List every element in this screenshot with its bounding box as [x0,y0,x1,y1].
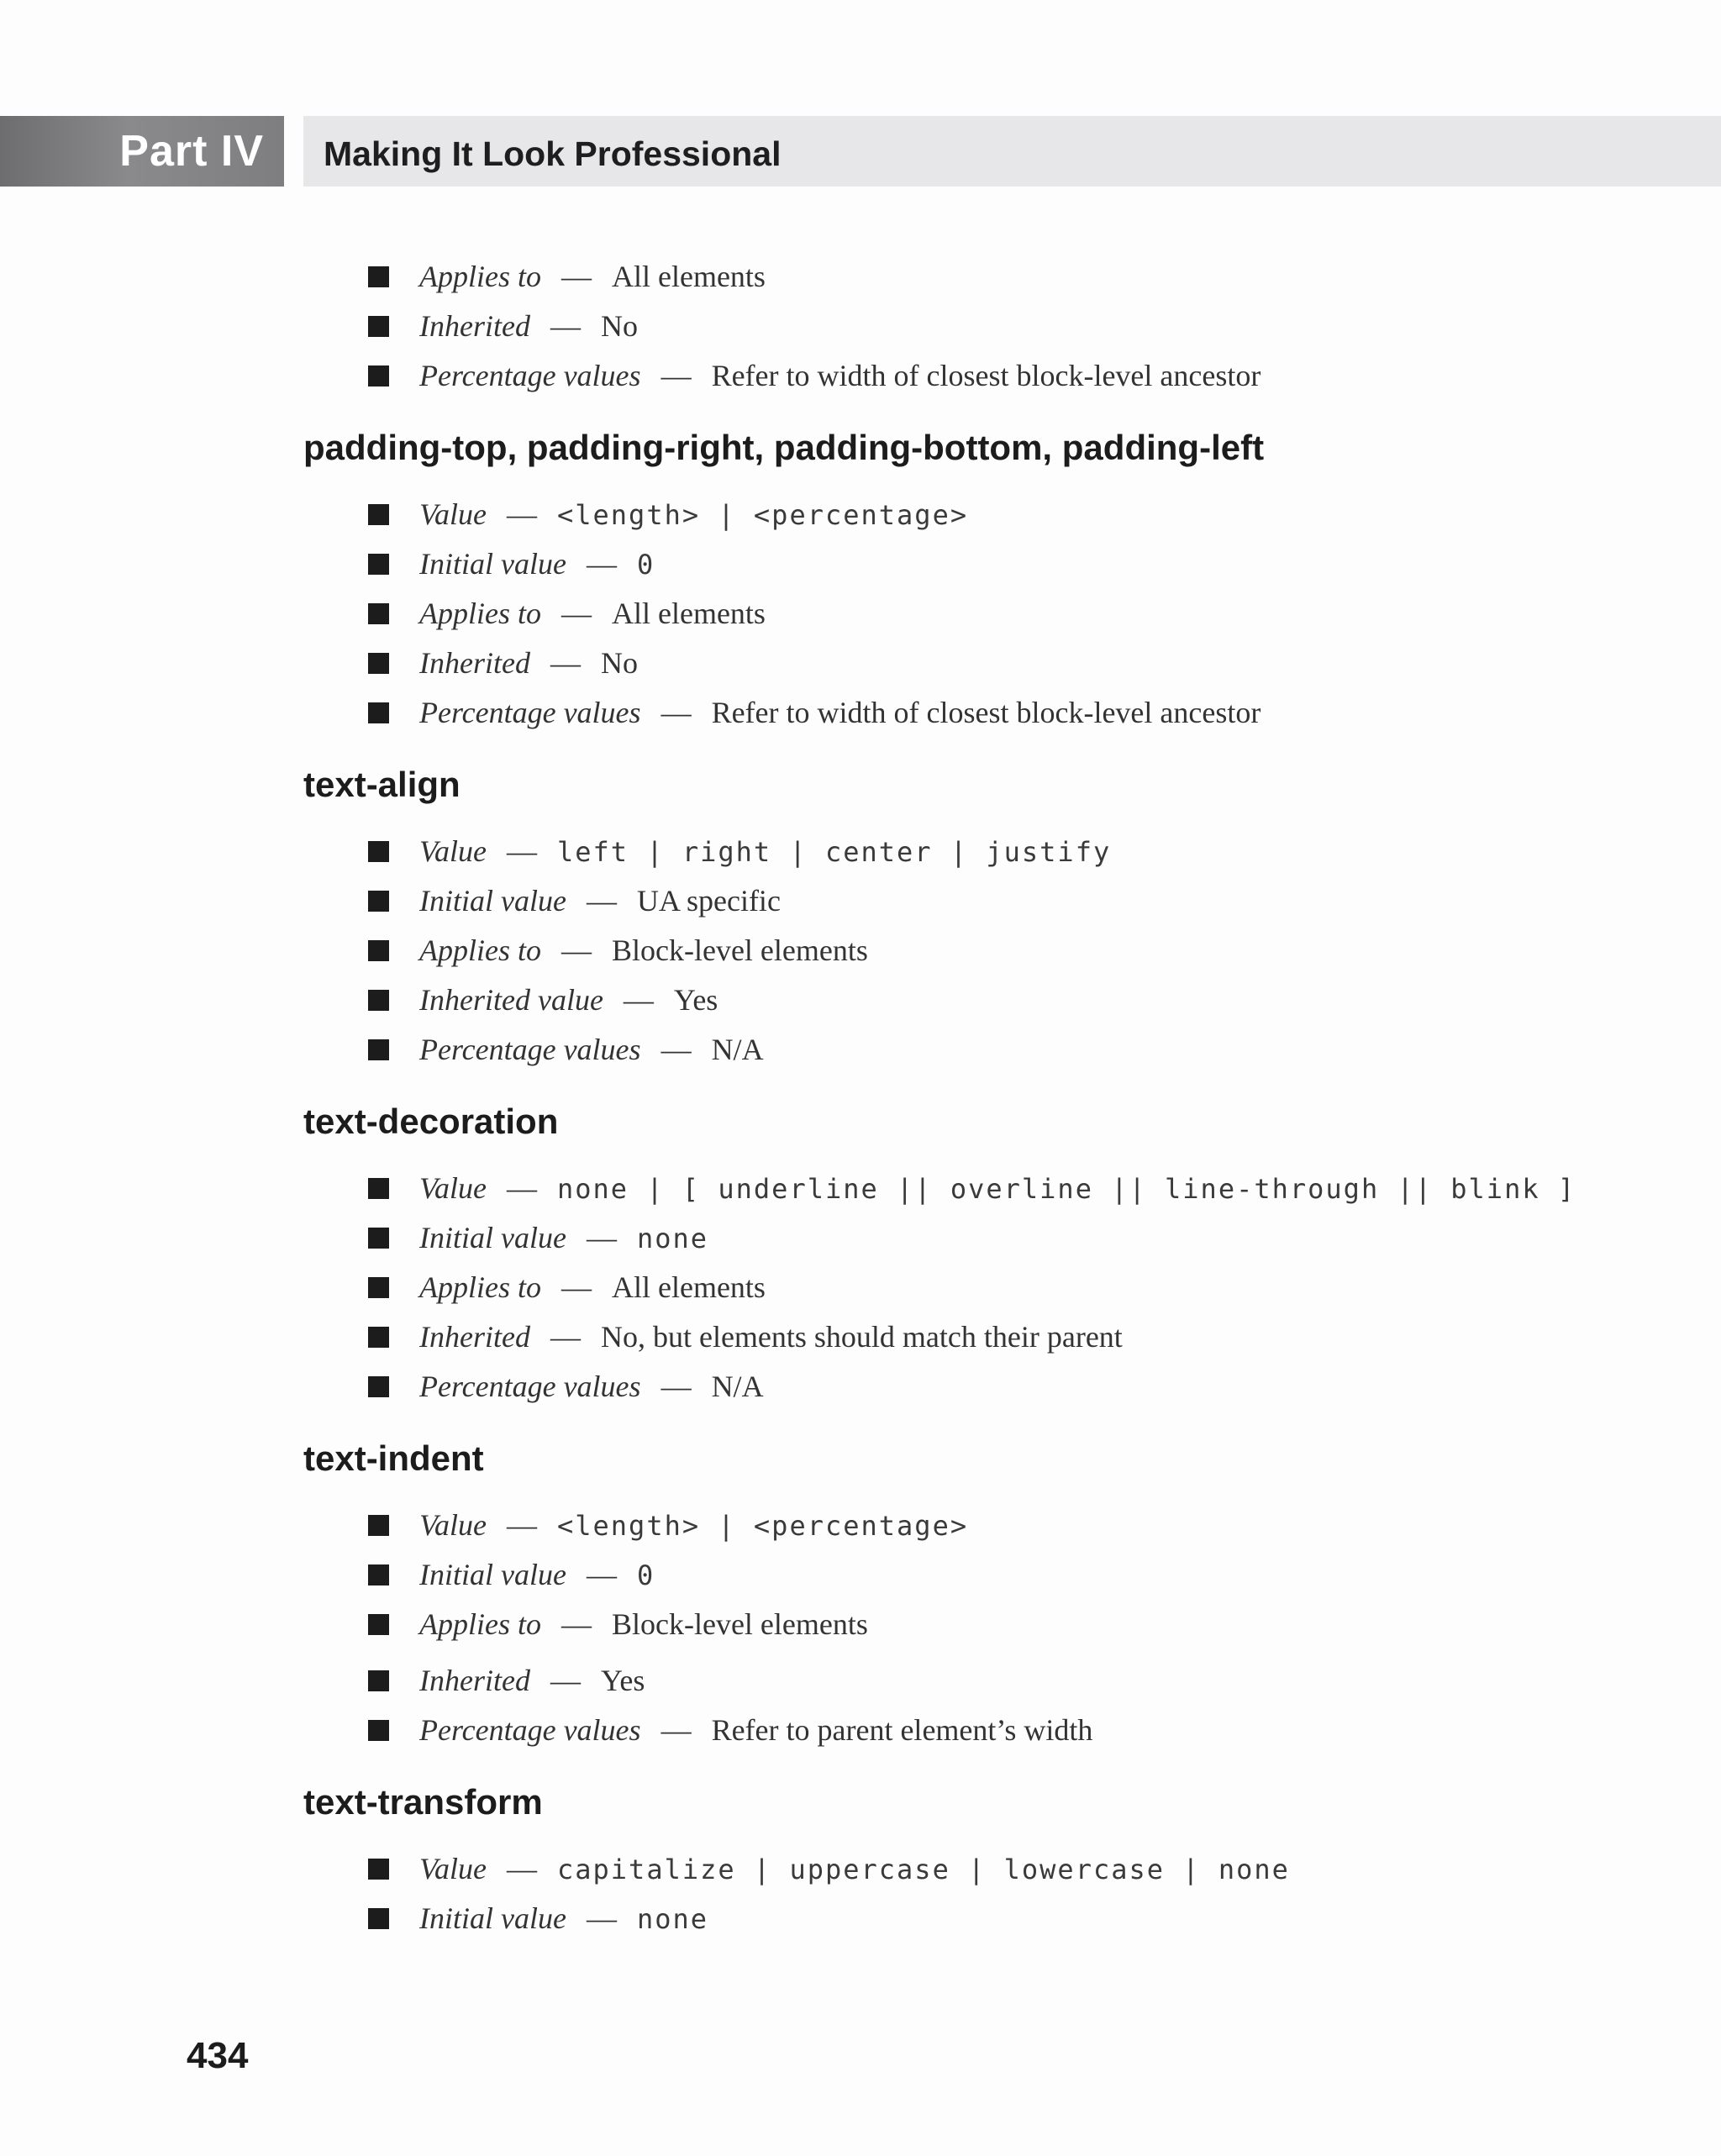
square-bullet-icon [368,316,389,337]
em-dash: — [506,1852,537,1885]
item-value: none [636,1903,709,1935]
em-dash: — [661,1713,692,1747]
em-dash: — [550,646,581,680]
square-bullet-icon [368,1277,389,1298]
item-value: none [636,1223,709,1254]
em-dash: — [586,547,617,581]
em-dash: — [561,260,592,293]
em-dash: — [586,1901,617,1935]
chapter-header-bar [303,116,1721,187]
em-dash: — [550,1664,581,1697]
property-heading: text-align [303,765,461,804]
square-bullet-icon [368,1178,389,1199]
item-value: <length> | <percentage> [556,499,969,531]
em-dash: — [661,696,692,729]
item-term: Percentage values [419,1033,641,1066]
list-item [303,1656,1564,1706]
em-dash: — [661,1370,692,1403]
item-term: Initial value [419,1558,566,1591]
item-term: Inherited [419,309,530,343]
property-list [303,827,1564,1075]
list-item [303,876,1564,926]
square-bullet-icon [368,1564,389,1585]
em-dash: — [586,884,617,918]
em-dash: — [661,359,692,392]
property-list [303,1164,1576,1412]
em-dash: — [506,1171,537,1205]
square-bullet-icon [368,891,389,912]
item-term: Inherited [419,1664,530,1697]
square-bullet-icon [368,990,389,1011]
item-term: Applies to [419,260,541,293]
item-term: Value [419,1508,487,1542]
list-item [303,1501,1564,1550]
item-term: Inherited [419,646,530,680]
list-item [303,252,1564,302]
item-term: Initial value [419,547,566,581]
list-item [303,1312,1564,1362]
list-item [303,1362,1564,1412]
item-value: No, but elements should match their parent [600,1320,1123,1354]
em-dash: — [586,1221,617,1254]
square-bullet-icon [368,1327,389,1348]
square-bullet-icon [368,1720,389,1741]
property-heading: padding-top, padding-right, padding-bottom, padding-left [303,428,1265,467]
part-tab [0,116,284,187]
item-value: capitalize | uppercase | lowercase | none [556,1854,1290,1885]
item-value: All elements [611,597,766,630]
square-bullet-icon [368,1670,389,1691]
em-dash: — [561,1270,592,1304]
list-item [303,1600,1564,1649]
square-bullet-icon [368,504,389,525]
square-bullet-icon [368,653,389,674]
em-dash: — [623,983,654,1017]
item-term: Percentage values [419,1713,641,1747]
list-item [303,302,1564,351]
list-item [303,589,1564,639]
item-value: Block-level elements [611,933,868,967]
item-value: Yes [673,983,718,1017]
square-bullet-icon [368,554,389,575]
item-term: Applies to [419,933,541,967]
list-item [303,351,1564,401]
em-dash: — [586,1558,617,1591]
list-item [303,926,1564,975]
list-item [303,539,1564,589]
list-item [303,1844,1564,1894]
square-bullet-icon [368,365,389,387]
item-value: 0 [636,1559,655,1591]
item-value: All elements [611,1270,766,1304]
item-value: N/A [711,1033,764,1066]
item-term: Value [419,834,487,868]
item-term: Value [419,1171,487,1205]
em-dash: — [561,1607,592,1641]
list-item [303,639,1564,688]
item-value: No [600,646,638,680]
square-bullet-icon [368,1908,389,1929]
item-term: Applies to [419,1607,541,1641]
square-bullet-icon [368,1228,389,1249]
square-bullet-icon [368,841,389,862]
item-term: Initial value [419,1901,566,1935]
square-bullet-icon [368,702,389,723]
item-value: Block-level elements [611,1607,868,1641]
item-value: All elements [611,260,766,293]
em-dash: — [506,497,537,531]
list-item [303,688,1564,738]
item-term: Initial value [419,1221,566,1254]
item-value: N/A [711,1370,764,1403]
item-value: Refer to width of closest block-level ancestor [711,696,1261,729]
square-bullet-icon [368,1376,389,1397]
property-list [303,490,1564,738]
item-term: Percentage values [419,359,641,392]
intro-property-list [303,252,1564,401]
item-value: 0 [636,549,655,581]
property-heading: text-indent [303,1438,484,1478]
item-value: none | [ underline || overline || line-through || blink ] [556,1173,1576,1205]
item-term: Percentage values [419,696,641,729]
page-content [303,252,1576,1943]
item-term: Value [419,1852,487,1885]
chapter-title: Making It Look Professional [324,134,782,173]
list-item [303,827,1564,876]
square-bullet-icon [368,266,389,287]
em-dash: — [561,597,592,630]
property-list [303,1501,1564,1755]
square-bullet-icon [368,603,389,624]
list-item [303,1894,1564,1943]
em-dash: — [561,933,592,967]
item-term: Percentage values [419,1370,641,1403]
list-item [303,975,1564,1025]
list-item [303,1164,1576,1213]
page-number: 434 [187,2035,249,2076]
em-dash: — [506,1508,537,1542]
item-value: <length> | <percentage> [556,1510,969,1542]
em-dash: — [550,1320,581,1354]
list-item [303,1263,1564,1312]
list-item [303,1213,1564,1263]
item-term: Initial value [419,884,566,918]
property-heading: text-decoration [303,1102,559,1141]
part-label: Part IV [119,127,264,176]
list-item [303,1706,1564,1755]
square-bullet-icon [368,940,389,961]
square-bullet-icon [368,1614,389,1635]
square-bullet-icon [368,1859,389,1880]
item-term: Inherited value [419,983,603,1017]
item-value: No [600,309,638,343]
item-value: left | right | center | justify [556,836,1112,868]
item-value: Refer to width of closest block-level ancestor [711,359,1261,392]
item-value: Yes [600,1664,645,1697]
em-dash: — [661,1033,692,1066]
square-bullet-icon [368,1039,389,1060]
em-dash: — [506,834,537,868]
item-term: Inherited [419,1320,530,1354]
list-item [303,1550,1564,1600]
property-list [303,1844,1564,1943]
em-dash: — [550,309,581,343]
item-term: Value [419,497,487,531]
list-item [303,1025,1564,1075]
item-value: UA specific [636,884,781,918]
item-value: Refer to parent element’s width [711,1713,1093,1747]
property-heading: text-transform [303,1782,543,1822]
list-item [303,490,1564,539]
square-bullet-icon [368,1515,389,1536]
item-term: Applies to [419,1270,541,1304]
item-term: Applies to [419,597,541,630]
